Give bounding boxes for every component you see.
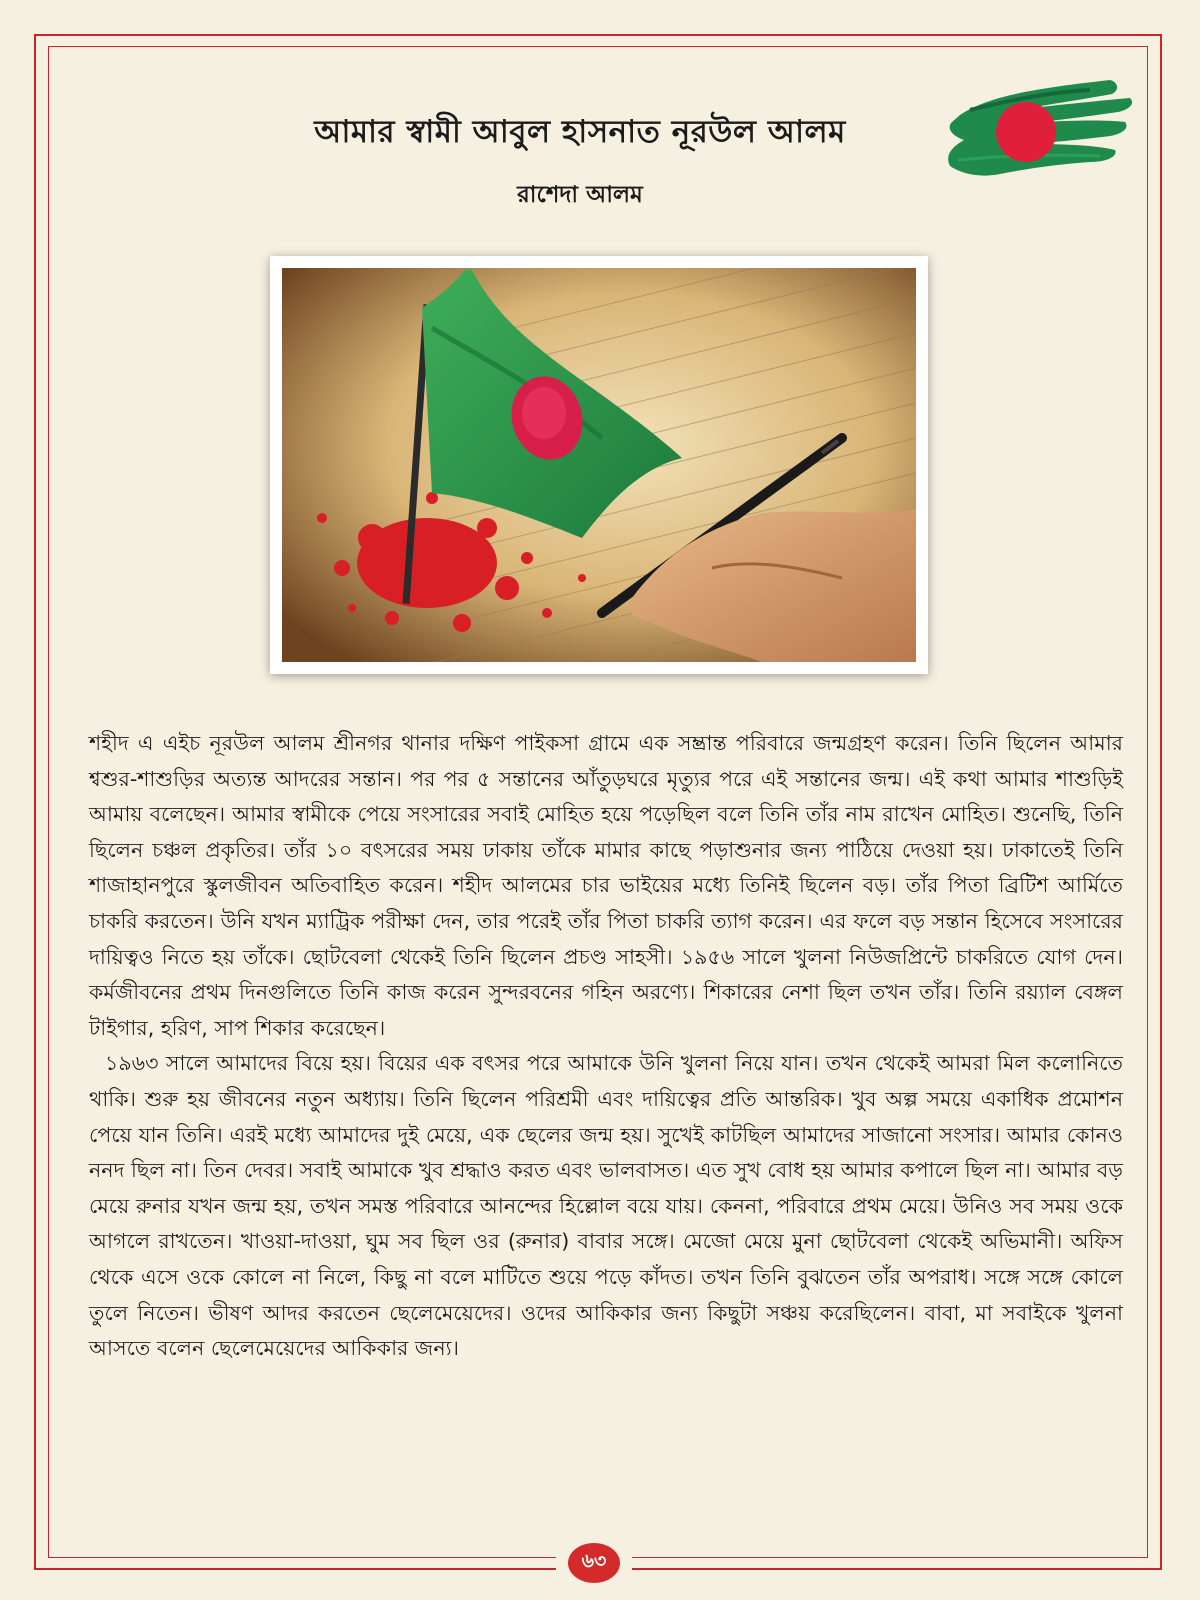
article-paragraph: শহীদ এ এইচ নূরউল আলম শ্রীনগর থানার দক্ষিণ পাইকসা গ্রামে এক সম্ভ্রান্ত পরিবারে জন্মগ্রহণ করেন। তিনি ছিলেন আমার শ্বশুর-শাশুড়ির অত্যন্ত আদরের সন্তান। পর পর ৫ সন্তানের আঁতুড়ঘরে মৃত্যুর পরে এই সন্তানের জন্ম। এই কথা আমার শাশুড়িই আমায় বলেছেন। আমার স্বামীকে পেয়ে সংসারের সবাই মোহিত হয়ে পড়েছিল বলে তিনি তাঁর নাম রাখেন মোহিত। শুনেছি, তিনি ছিলেন চঞ্চল প্রকৃতির। তাঁর ১০ বৎসরের সময় ঢাকায় তাঁকে মামার কাছে পড়াশুনার জন্য পাঠিয়ে দেওয়া হয়। ঢাকাতেই তিনি শাজাহানপুরে স্কুলজীবন অতিবাহিত করেন। শহীদ আলমের চার ভাইয়ের মধ্যে তিনিই ছিলেন বড়। তাঁর পিতা ব্রিটিশ আর্মিতে চাকরি করতেন। উনি যখন ম্যাট্রিক পরীক্ষা দেন, তার পরেই তাঁর পিতা চাকরি ত্যাগ করেন। এর ফলে বড় সন্তান হিসেবে সংসারের দায়িত্বও নিতে হয় তাঁকে। ছোটবেলা থেকেই তিনি ছিলেন প্রচণ্ড সাহসী। ১৯৫৬ সালে খুলনা নিউজপ্রিন্টে চাকরিতে যোগ দেন। কর্মজীবনের প্রথম দিনগুলিতে তিনি কাজ করেন সুন্দরবনের গহিন অরণ্যে। শিকারের নেশা ছিল তখন তাঁর। তিনি রয়্যাল বেঙ্গল টাইগার, হরিণ, সাপ শিকার করেছেন।	[89, 731, 1123, 1040]
article-title: আমার স্বামী আবুল হাসনাত নূরউল আলম	[314, 114, 846, 150]
page-number-badge	[556, 1541, 632, 1587]
page-number: ৬৩	[568, 1543, 620, 1583]
article-paragraph: ১৯৬৩ সালে আমাদের বিয়ে হয়। বিয়ের এক বৎসর পরে আমাকে উনি খুলনা নিয়ে যান। তখন থেকেই আমরা মিল কলোনিতে থাকি। শুরু হয় জীবনের নতুন অধ্যায়। তিনি ছিলেন পরিশ্রমী এবং দায়িত্বের প্রতি আন্তরিক। খুব অল্প সময়ে একাধিক প্রমোশন পেয়ে যান তিনি। এরই মধ্যে আমাদের দুই মেয়ে, এক ছেলের জন্ম হয়। সুখেই কাটছিল আমাদের সাজানো সংসার। আমার কোনও ননদ ছিল না। তিন দেবর। সবাই আমাকে খুব শ্রদ্ধাও করত এবং ভালবাসত। এত সুখ বোধ হয় আমার কপালে ছিল না। আমার বড় মেয়ে রুনার যখন জন্ম হয়, তখন সমস্ত পরিবারে আনন্দের হিল্লোল বয়ে যায়। কেননা, পরিবারে প্রথম মেয়ে। উনিও সব সময় ওকে আগলে রাখতেন। খাওয়া-দাওয়া, ঘুম সব ছিল ওর (রুনার) বাবার সঙ্গে। মেজো মেয়ে মুনা ছোটবেলা থেকেই অভিমানী। অফিস থেকে এসে ওকে কোলে না নিলে, কিছু না বলে মাটিতে শুয়ে পড়ে কাঁদত। তখন তিনি বুঝতেন তাঁর অপরাধ। সঙ্গে সঙ্গে কোলে তুলে নিতেন। ভীষণ আদর করতেন ছেলেমেয়েদের। ওদের আকিকার জন্য কিছুটা সঞ্চয় করেছিলেন। বাবা, মা সবাইকে খুলনা আসতে বলেন ছেলেমেয়েদের আকিকার জন্য।	[89, 1051, 1124, 1361]
feature-illustration	[270, 256, 928, 674]
article-author: রাশেদা আলম	[517, 182, 643, 208]
flag-and-writing-hand-illustration	[282, 268, 916, 662]
article-body	[89, 726, 1123, 1367]
